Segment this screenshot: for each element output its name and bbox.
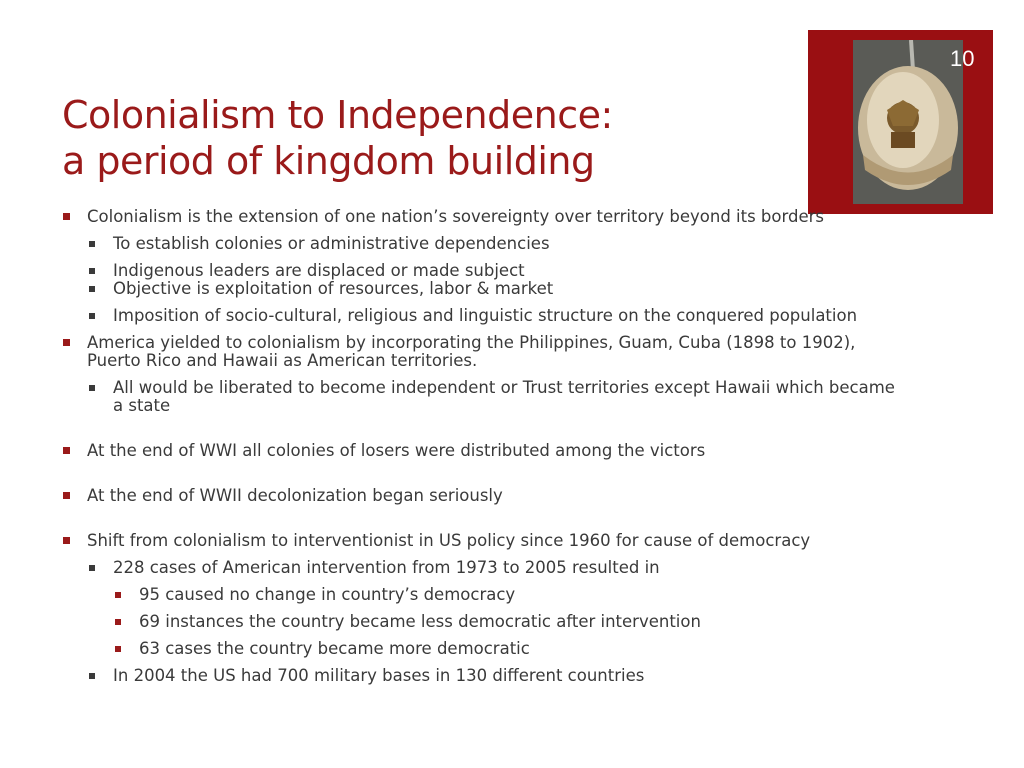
bullet-square-icon [89,241,95,247]
pith-helmet-image [853,40,963,204]
bullet-text: 63 cases the country became more democratic [139,639,530,658]
bullet-text: Indigenous leaders are displaced or made subject [113,261,525,280]
bullet-text: Colonialism is the extension of one nation’s sovereignty over territory beyond its borders [87,207,824,226]
bullet-square-icon [63,537,70,544]
bullet-item [60,667,900,685]
bullet-square-icon [89,385,95,391]
bullet-text: At the end of WWI all colonies of losers were distributed among the victors [87,441,706,460]
bullet-square-icon [89,268,95,274]
bullet-square-icon [63,447,70,454]
bullet-text: America yielded to colonialism by incorporating the Philippines, Guam, Cuba (1898 to 1902), Puerto Rico and Hawaii as American territories. [87,333,856,370]
bullet-square-icon [89,565,95,571]
bullet-square-icon [89,286,95,292]
bullet-text: To establish colonies or administrative dependencies [113,234,550,253]
bullet-item [60,442,900,460]
bullet-text: Objective is exploitation of resources, labor & market [113,279,554,298]
slide-title [62,92,802,184]
bullet-item [60,235,900,253]
bullet-square-icon [89,313,95,319]
bullet-list [60,208,900,685]
bullet-square-icon [89,673,95,679]
bullet-text: 69 instances the country became less democratic after intervention [139,612,701,631]
bullet-item [60,379,900,415]
bullet-text: All would be liberated to become independent or Trust territories except Hawaii which became a state [113,378,895,415]
bullet-text: 95 caused no change in country’s democracy [139,585,516,604]
bullet-text: Imposition of socio-cultural, religious and linguistic structure on the conquered population [113,306,858,325]
bullet-item [60,559,900,577]
bullet-item [60,532,900,550]
bullet-text: At the end of WWII decolonization began seriously [87,486,503,505]
bullet-item [60,640,900,658]
colonial-helmet-photo [853,40,963,204]
bullet-square-icon [115,646,121,652]
bullet-text: In 2004 the US had 700 military bases in 130 different countries [113,666,645,685]
bullet-item [60,613,900,631]
bullet-item [60,307,900,325]
bullet-square-icon [63,339,70,346]
bullet-item [60,280,900,298]
bullet-square-icon [63,213,70,220]
bullet-item [60,262,900,280]
bullet-text: Shift from colonialism to interventionist in US policy since 1960 for cause of democracy [87,531,811,550]
bullet-text: 228 cases of American intervention from 1973 to 2005 resulted in [113,558,660,577]
bullet-square-icon [63,492,70,499]
bullet-item [60,586,900,604]
bullet-item [60,334,900,370]
bullet-square-icon [115,592,121,598]
slide-number: 10 [950,46,975,71]
bullet-item [60,208,900,226]
bullet-item [60,487,900,505]
bullet-square-icon [115,619,121,625]
title-line-2: a period of kingdom building [62,139,595,183]
title-line-1: Colonialism to Independence: [62,93,613,137]
